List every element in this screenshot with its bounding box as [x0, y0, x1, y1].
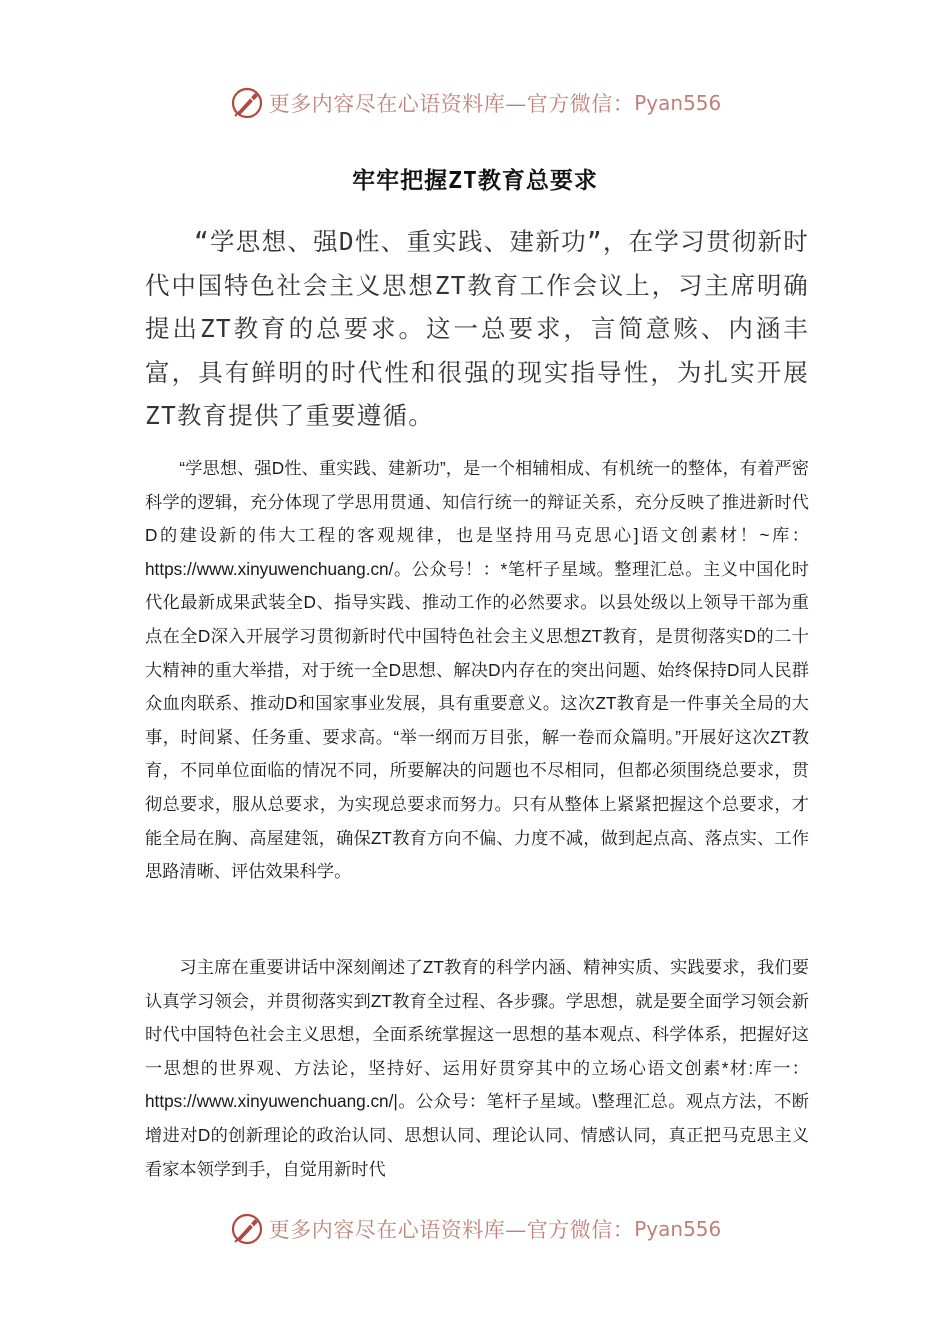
- body-paragraph-1: “学思想、强D性、重实践、建新功”，是一个相辅相成、有机统一的整体，有着严密科学的逻辑，充分体现了学思用贯通、知信行统一的辩证关系，充分反映了推进新时代D的建设新的伟大工程的客观规律，也是坚持用马克思心]语文创素材！~库：https://www.xinyuwenchuang.cn/。公众号！：*笔杆子星域。整理汇总。主义中国化时代化最新成果武装全D、指导实践、推动工作的必然要求。以县处级以上领导干部为重点在全D深入开展学习贯彻新时代中国特色社会主义思想ZT教育，是贯彻落实D的二十大精神的重大举措，对于统一全D思想、解决D内存在的突出问题、始终保持D同人民群众血肉联系、推动D和国家事业发展，具有重要意义。这次ZT教育是一件事关全局的大事，时间紧、任务重、要求高。“举一纲而万目张，解一卷而众篇明。”开展好这次ZT教育，不同单位面临的情况不同，所要解决的问题也不尽相同，但都必须围绕总要求，贯彻总要求，服从总要求，为实现总要求而努力。只有从整体上紧紧把握这个总要求，才能全局在胸、高屋建瓴，确保ZT教育方向不偏、力度不减，做到起点高、落点实、工作思路清晰、评估效果科学。: [145, 458, 809, 882]
- header-banner: [0, 80, 950, 126]
- quill-logo-icon: [229, 85, 265, 121]
- footer-banner-handle: Pyan556: [634, 1217, 722, 1241]
- header-banner-text: 更多内容尽在心语资料库—官方微信：: [268, 92, 635, 116]
- lead-paragraph: “学思想、强D性、重实践、建新功”，在学习贯彻新时代中国特色社会主义思想ZT教育工作会议上，习主席明确提出ZT教育的总要求。这一总要求，言简意赅、内涵丰富，具有鲜明的时代性和很强的现实指导性，为扎实开展ZT教育提供了重要遵循。: [145, 227, 809, 431]
- quill-logo-icon: [229, 1211, 265, 1247]
- body-paragraph-2: 习主席在重要讲话中深刻阐述了ZT教育的科学内涵、精神实质、实践要求，我们要认真学习领会，并贯彻落实到ZT教育全过程、各步骤。学思想，就是要全面学习领会新时代中国特色社会主义思想，全面系统掌握这一思想的基本观点、科学体系，把握好这一思想的世界观、方法论，坚持好、运用好贯穿其中的立场心语文创素*材:库一：https://www.xinyuwenchuang.cn/|。公众号：笔杆子星域。\整理汇总。观点方法，不断增进对D的创新理论的政治认同、思想认同、理论认同、情感认同，真正把马克思主义看家本领学到手，自觉用新时代: [145, 957, 809, 1179]
- header-banner-handle: Pyan556: [634, 91, 722, 115]
- footer-banner-text: 更多内容尽在心语资料库—官方微信：: [268, 1218, 635, 1242]
- footer-banner: [0, 1206, 950, 1252]
- page-title: 牢牢把握ZT教育总要求: [352, 168, 598, 194]
